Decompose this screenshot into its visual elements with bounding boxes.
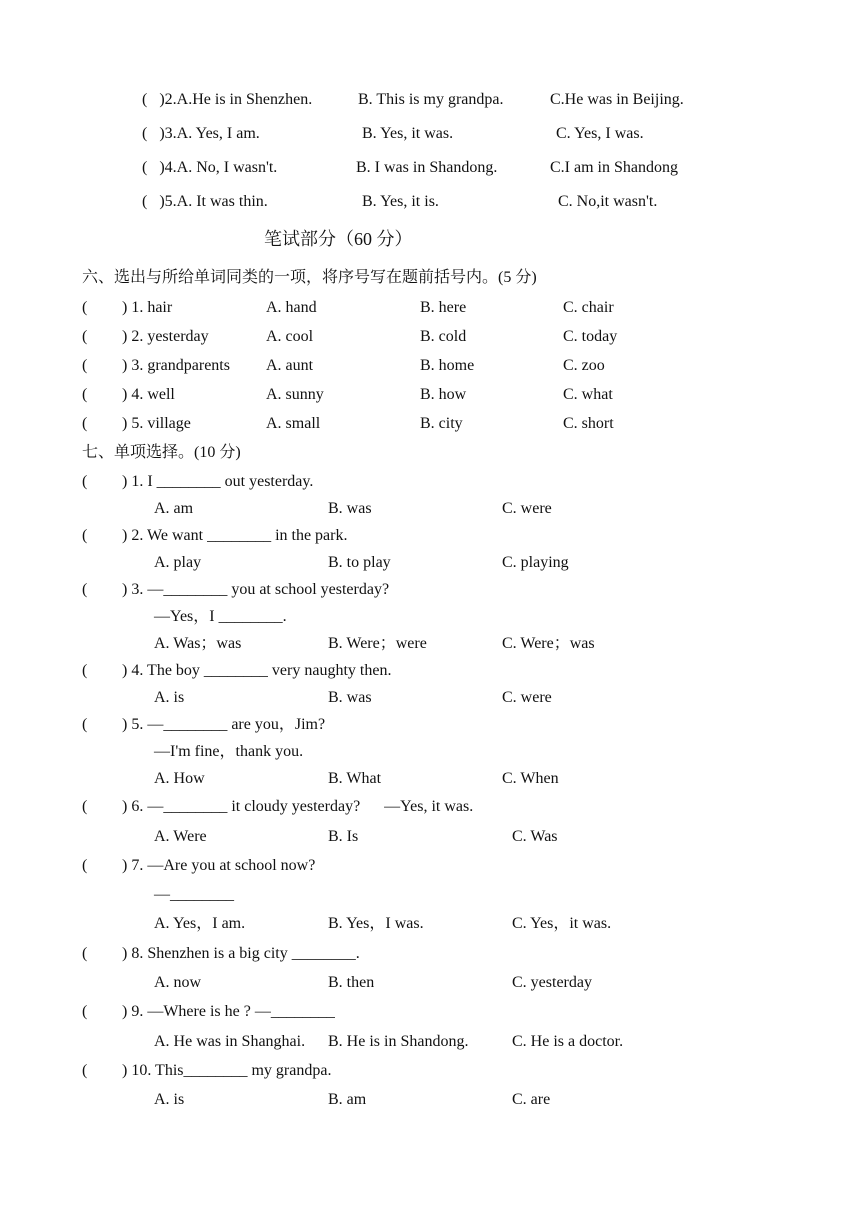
s7-q9: ) 9. —Where is he ? —________ — [122, 1003, 335, 1020]
listening-q5-b: B. Yes, it is. — [362, 193, 439, 210]
s6-q3-b: B. home — [420, 357, 475, 374]
answer-paren: ( — [82, 527, 88, 544]
s7-q3: ) 3. —________ you at school yesterday? — [122, 581, 390, 598]
s6-q5: ) 5. village — [122, 415, 191, 432]
s7-q1-c: C. were — [502, 500, 552, 517]
s7-q8-a: A. now — [154, 974, 202, 991]
s6-q3-a: A. aunt — [266, 357, 314, 374]
s7-q6-b: B. Is — [328, 828, 359, 845]
s7-q4-a: A. is — [154, 689, 185, 706]
s7-q7: ) 7. —Are you at school now? — [122, 857, 316, 874]
s7-q6-a: A. Were — [154, 828, 207, 845]
s6-q5-b: B. city — [420, 415, 463, 432]
listening-q4-b: B. I was in Shandong. — [356, 159, 498, 176]
answer-paren: ( — [82, 1062, 88, 1079]
s7-q2: ) 2. We want ________ in the park. — [122, 527, 348, 544]
s7-q3-b: B. Were；were — [328, 635, 427, 652]
s7-q10-b: B. am — [328, 1091, 367, 1108]
answer-paren: ( — [82, 328, 88, 345]
s7-q10-a: A. is — [154, 1091, 185, 1108]
s6-q2-c: C. today — [563, 328, 618, 345]
answer-paren: ( — [82, 415, 88, 432]
s6-q2: ) 2. yesterday — [122, 328, 209, 345]
s6-q4-b: B. how — [420, 386, 467, 403]
s7-q6: ) 6. —________ it cloudy yesterday? —Yes, it was. — [122, 798, 474, 815]
s6-q1-b: B. here — [420, 299, 467, 316]
s7-q7-a: A. Yes，I am. — [154, 915, 246, 932]
s7-q1: ) 1. I ________ out yesterday. — [122, 473, 314, 490]
listening-q5-c: C. No,it wasn't. — [558, 193, 658, 210]
s7-q1-a: A. am — [154, 500, 194, 517]
answer-paren: ( — [82, 857, 88, 874]
s7-q3-reply: —Yes，I ________. — [154, 608, 287, 625]
s7-q2-c: C. playing — [502, 554, 569, 571]
answer-paren: ( — [82, 716, 88, 733]
s7-q1-b: B. was — [328, 500, 372, 517]
s6-q4-a: A. sunny — [266, 386, 324, 403]
answer-paren: ( — [82, 473, 88, 490]
s7-q10: ) 10. This________ my grandpa. — [122, 1062, 332, 1079]
s7-q3-a: A. Was；was — [154, 635, 242, 652]
s7-q9-b: B. He is in Shandong. — [328, 1033, 469, 1050]
answer-paren: ( — [82, 1003, 88, 1020]
s7-q9-a: A. He was in Shanghai. — [154, 1033, 306, 1050]
s7-q10-c: C. are — [512, 1091, 551, 1108]
s6-q1: ) 1. hair — [122, 299, 173, 316]
written-part-title: 笔试部分（60 分） — [264, 229, 413, 249]
listening-q2: ( )2.A.He is in Shenzhen. — [142, 91, 313, 108]
s7-q2-a: A. play — [154, 554, 202, 571]
s6-q2-b: B. cold — [420, 328, 467, 345]
answer-paren: ( — [82, 662, 88, 679]
s7-q5-b: B. What — [328, 770, 382, 787]
s7-q8: ) 8. Shenzhen is a big city ________. — [122, 945, 360, 962]
listening-q3: ( )3.A. Yes, I am. — [142, 125, 260, 142]
section6-title: 六、选出与所给单词同类的一项，将序号写在题前括号内。(5 分) — [82, 269, 537, 286]
s7-q7-b: B. Yes，I was. — [328, 915, 424, 932]
answer-paren: ( — [82, 357, 88, 374]
answer-paren: ( — [82, 299, 88, 316]
listening-q4-c: C.I am in Shandong — [550, 159, 678, 176]
s7-q5: ) 5. —________ are you，Jim? — [122, 716, 326, 733]
s7-q9-c: C. He is a doctor. — [512, 1033, 624, 1050]
s6-q1-a: A. hand — [266, 299, 317, 316]
s7-q5-c: C. When — [502, 770, 559, 787]
s6-q3: ) 3. grandparents — [122, 357, 230, 374]
listening-q2-b: B. This is my grandpa. — [358, 91, 504, 108]
listening-q2-c: C.He was in Beijing. — [550, 91, 684, 108]
s7-q4: ) 4. The boy ________ very naughty then. — [122, 662, 392, 679]
s7-q5-a: A. How — [154, 770, 205, 787]
s6-q3-c: C. zoo — [563, 357, 605, 374]
s7-q4-c: C. were — [502, 689, 552, 706]
s6-q2-a: A. cool — [266, 328, 314, 345]
s7-q7-reply: —________ — [154, 886, 234, 903]
s7-q2-b: B. to play — [328, 554, 391, 571]
listening-q3-c: C. Yes, I was. — [556, 125, 644, 142]
answer-paren: ( — [82, 798, 88, 815]
s7-q8-b: B. then — [328, 974, 375, 991]
s6-q1-c: C. chair — [563, 299, 614, 316]
s6-q4: ) 4. well — [122, 386, 175, 403]
s7-q4-b: B. was — [328, 689, 372, 706]
listening-q5: ( )5.A. It was thin. — [142, 193, 268, 210]
s6-q5-a: A. small — [266, 415, 321, 432]
s6-q4-c: C. what — [563, 386, 613, 403]
s7-q6-c: C. Was — [512, 828, 558, 845]
listening-q3-b: B. Yes, it was. — [362, 125, 454, 142]
answer-paren: ( — [82, 945, 88, 962]
answer-paren: ( — [82, 386, 88, 403]
s7-q3-c: C. Were；was — [502, 635, 595, 652]
s6-q5-c: C. short — [563, 415, 614, 432]
answer-paren: ( — [82, 581, 88, 598]
section7-title: 七、单项选择。(10 分) — [82, 444, 241, 461]
s7-q5-reply: —I'm fine，thank you. — [154, 743, 304, 760]
s7-q8-c: C. yesterday — [512, 974, 592, 991]
listening-q4: ( )4.A. No, I wasn't. — [142, 159, 278, 176]
s7-q7-c: C. Yes，it was. — [512, 915, 612, 932]
